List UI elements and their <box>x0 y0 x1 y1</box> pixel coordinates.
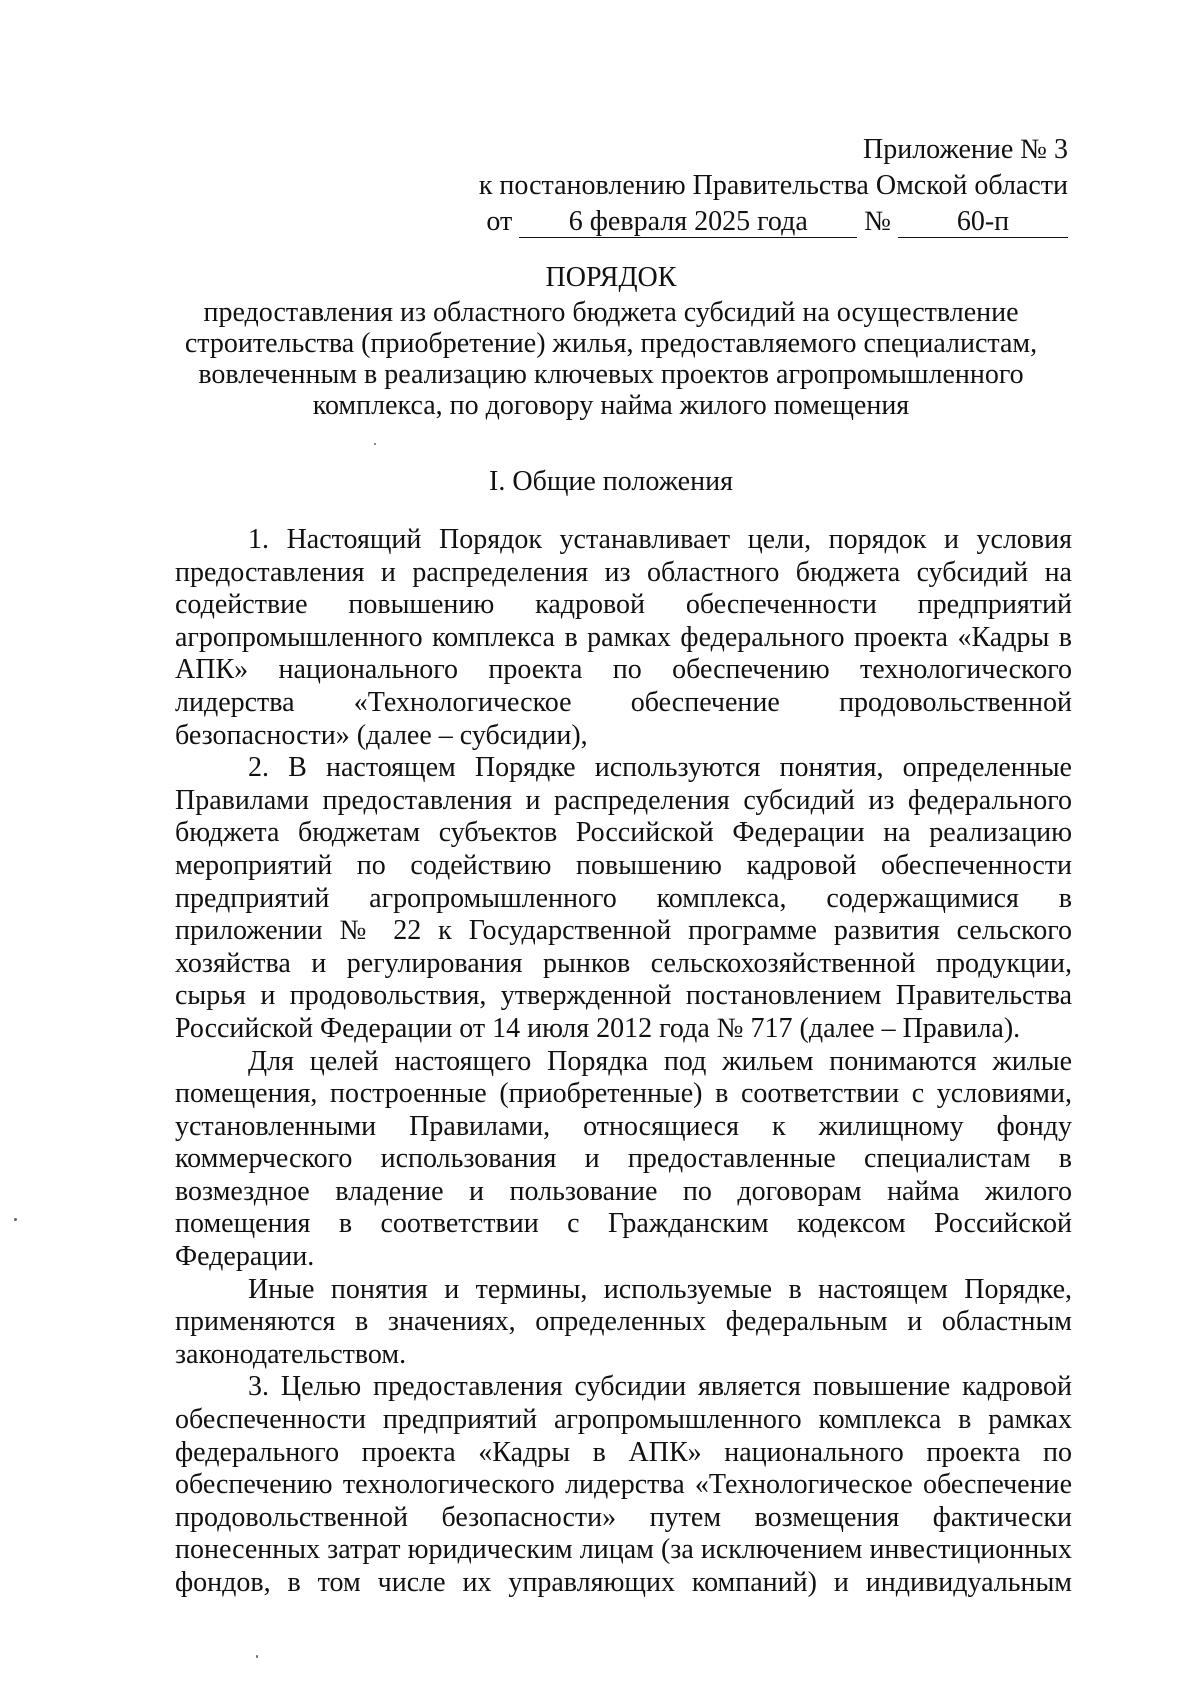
document-heading: ПОРЯДОК <box>545 262 677 293</box>
paragraph-1: 1. Настоящий Порядок устанавливает цели, порядок и условия предоставления и распределения из областного бюджета субсидий на содействие повышению кадровой обеспеченности предприятий агропромышленного комплекса в рамках федерального проекта «Кадры в АПК» национального проекта по обеспечению технологического лидерства «Технологическое обеспечение продовольственной безопасности» (далее – субсидии), <box>175 524 1072 751</box>
appendix-date-line <box>479 204 1068 240</box>
paragraph-5: 3. Целью предоставления субсидии является повышение кадровой обеспеченности предприятий агропромышленного комплекса в рамках федерального проекта «Кадры в АПК» национального проекта по обеспечению технологического лидерства «Технологическое обеспечение продовольственной безопасности» путем возмещения фактически понесенных затрат юридическим лицам (за исключением инвестиционных фондов, в том числе их управляющих компаний) и индивидуальным <box>175 1371 1072 1598</box>
date-from-label: от <box>486 206 513 237</box>
paragraph-4: Иные понятия и термины, используемые в настоящем Порядке, применяются в значениях, определенных федеральным и областным законодательством. <box>175 1273 1072 1370</box>
scan-speck <box>14 1218 17 1221</box>
document-body <box>175 524 1072 1600</box>
decree-date: 6 февраля 2025 года <box>519 207 857 238</box>
decree-number: 60-п <box>898 207 1068 238</box>
appendix-number: Приложение № 3 <box>863 134 1068 165</box>
number-sign-label: № <box>864 206 891 237</box>
document-subtitle: предоставления из областного бюджета субсидий на осуществление строительства (приобретение) жилья, предоставляемого специалистам, вовлеченным в реализацию ключевых проектов агропромышленного комплекса, по договору найма жилого помещения <box>184 297 1038 421</box>
paragraph-2: 2. В настоящем Порядке используются понятия, определенные Правилами предоставления и распределения субсидий из федерального бюджета бюджетам субъектов Российской Федерации на реализацию мероприятий по содействию повышению кадровой обеспеченности предприятий агропромышленного комплекса, содержащимися в приложении № 22 к Государственной программе развития сельского хозяйства и регулирования рынков сельскохозяйственной продукции, сырья и продовольствия, утвержденной постановлением Правительства Российской Федерации от 14 июля 2012 года № 717 (далее – Правила). <box>175 752 1072 1044</box>
appendix-block <box>479 132 1068 240</box>
section-heading: I. Общие положения <box>489 466 733 497</box>
document-title <box>150 262 1072 421</box>
scan-speck <box>374 443 376 445</box>
scan-speck <box>256 1655 258 1658</box>
appendix-reference: к постановлению Правительства Омской области <box>478 170 1068 201</box>
paragraph-3: Для целей настоящего Порядка под жильем понимаются жилые помещения, построенные (приобретенные) в соответствии с условиями, установленными Правилами, относящиеся к жилищному фонду коммерческого использования и предоставленные специалистам в возмездное владение и пользование по договорам найма жилого помещения в соответствии с Гражданским кодексом Российской Федерации. <box>175 1045 1072 1273</box>
